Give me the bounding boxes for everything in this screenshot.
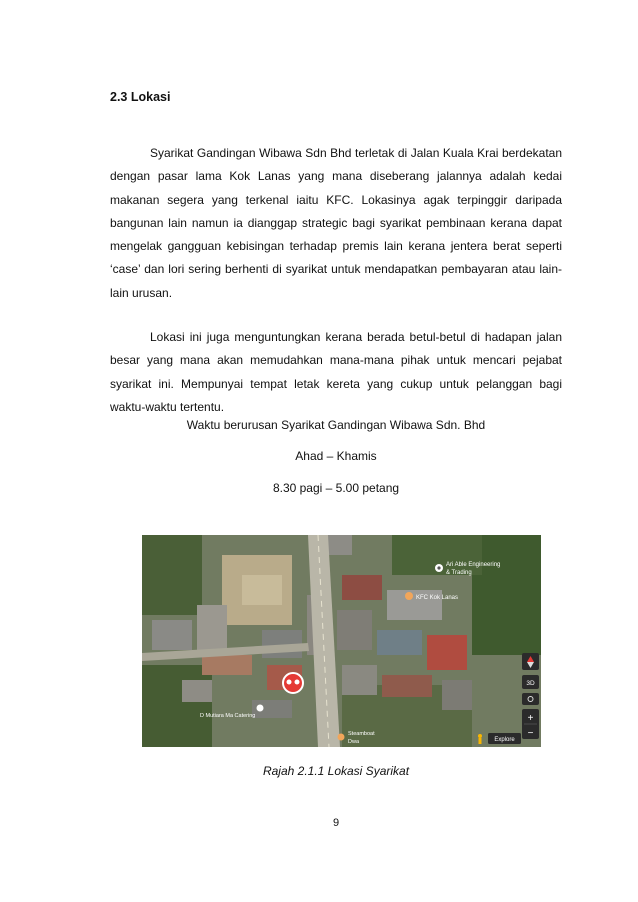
catering-pin-icon[interactable] <box>257 705 264 712</box>
paragraph-text: Syarikat Gandingan Wibawa Sdn Bhd terletak di Jalan Kuala Krai berdekatan dengan pasar lama Kok Lanas yang mana diseberang jalannya adalah kedai makanan segera yang terkenal iaitu KFC. Lokasinya agak terpinggir daripada bangunan lain namun ia dianggap strategic bagi syarikat pembinaan kerana dapat mengelak gangguan kebisingan terhadap premis lain kerana jentera berat seperti ‘case’ dan lori sering berhenti di syarikat untuk mendapatkan pembayaran atau lain-lain urusan. <box>110 146 562 300</box>
zoom-in-button[interactable]: + <box>527 713 534 724</box>
tree-cover <box>142 535 202 615</box>
building-roof <box>182 680 212 702</box>
zoom-out-button[interactable]: − <box>527 728 534 739</box>
pegman-body <box>479 738 482 744</box>
building-roof <box>427 635 467 670</box>
building-roof <box>197 605 227 650</box>
building-roof <box>342 575 382 600</box>
kfc-label: KFC Kok Lanas <box>416 595 459 601</box>
figure-caption: Rajah 2.1.1 Lokasi Syarikat <box>262 764 410 778</box>
tree-cover <box>472 535 541 655</box>
steamboat-pin-icon[interactable] <box>338 734 345 741</box>
paragraph-text: Lokasi ini juga menguntungkan kerana berada betul-betul di hadapan jalan besar yang mana akan memudahkan mana-mana pihak untuk mencari pejabat syarikat ini. Mempunyai tempat letak kereta yang cukup untuk pelanggan bagi waktu-waktu tertentu. <box>110 330 562 414</box>
building-roof <box>342 665 377 695</box>
marker-eye <box>295 680 300 685</box>
company-location-marker-icon[interactable] <box>283 673 303 693</box>
ari-able-pin-dot <box>437 566 440 569</box>
satellite-map <box>142 535 541 747</box>
explore-label: Explore <box>494 737 515 743</box>
business-time: 8.30 pagi – 5.00 petang <box>272 481 400 495</box>
tree-cover <box>142 665 212 747</box>
paragraph-advantage <box>110 326 562 419</box>
cleared-lot <box>242 575 282 605</box>
building-roof <box>337 610 372 650</box>
paragraph-location <box>110 142 562 305</box>
marker-eye <box>287 680 292 685</box>
tilt-button[interactable] <box>522 693 539 705</box>
pegman-icon[interactable] <box>478 734 482 738</box>
page-number: 9 <box>332 817 340 829</box>
kfc-pin-icon[interactable] <box>405 592 413 600</box>
building-roof <box>442 680 472 710</box>
business-hours-title: Waktu berurusan Syarikat Gandingan Wibawa Sdn. Bhd <box>186 418 486 432</box>
steamboat-label-line2: Dwa <box>348 739 360 745</box>
steamboat-label: Steamboat <box>348 731 375 737</box>
building-roof <box>202 655 252 675</box>
satellite-map-figure <box>142 535 541 747</box>
ari-able-label-line2: & Trading <box>446 570 472 576</box>
ari-able-label: Ari Able Engineering <box>446 562 501 568</box>
view-3d-label: 3D <box>526 680 535 687</box>
catering-label: D Mutiara Ma Catering <box>200 713 256 719</box>
building-roof <box>377 630 422 655</box>
building-roof <box>152 620 192 650</box>
building-roof <box>382 675 432 697</box>
business-days: Ahad – Khamis <box>295 449 377 463</box>
section-heading: 2.3 Lokasi <box>110 90 171 104</box>
